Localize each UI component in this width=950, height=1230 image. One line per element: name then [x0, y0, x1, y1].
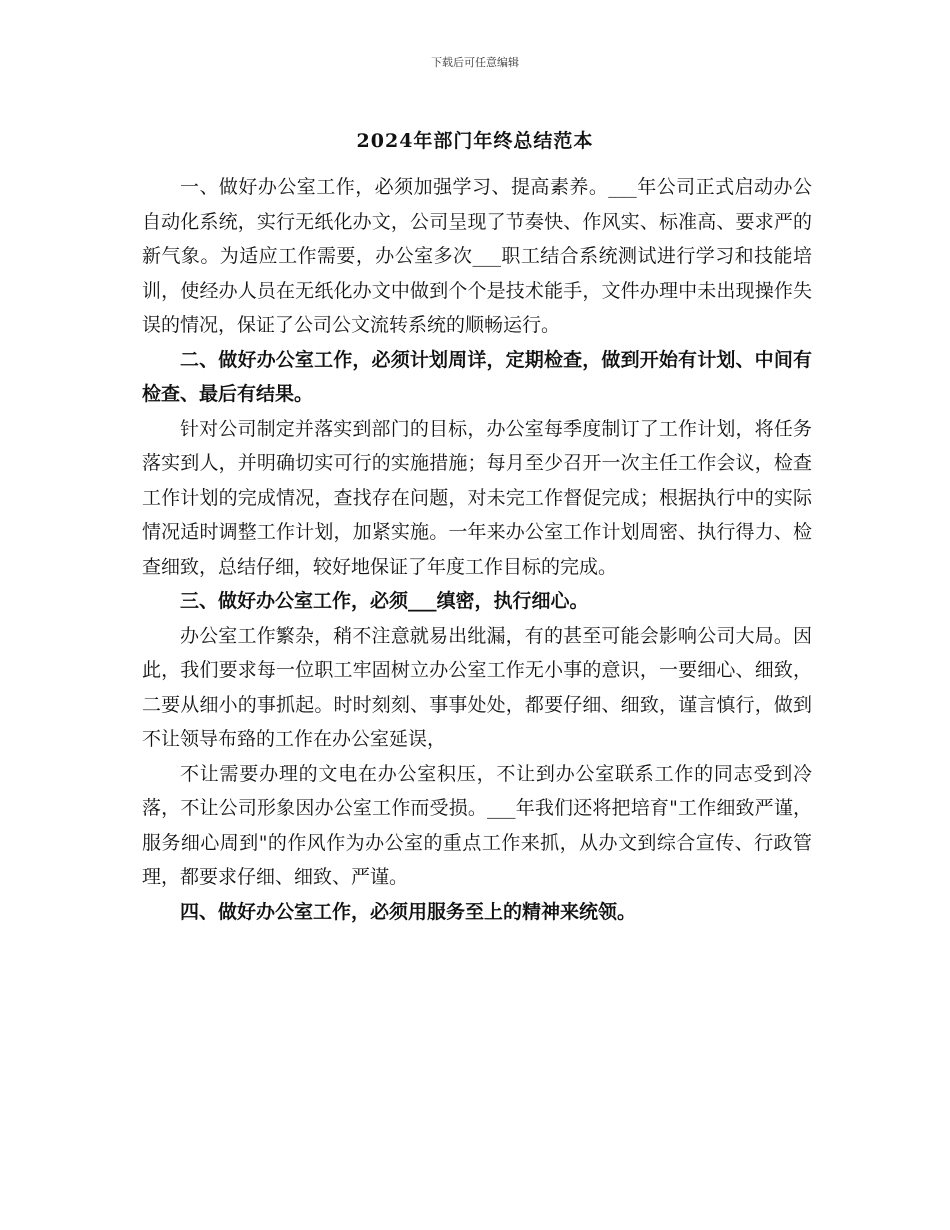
paragraph-2: 针对公司制定并落实到部门的目标，办公室每季度制订了工作计划，将任务落实到人，并明确切实可行的实施措施；每月至少召开一次主任工作会议，检查工作计划的完成情况，查找存在问题，对未完工作督促完成；根据执行中的实际情况适时调整工作计划，加紧实施。一年来办公室工作计划周密、执行得力、检查细致，总结仔细，较好地保证了年度工作目标的完成。 [142, 417, 812, 578]
section-heading-4: 四、做好办公室工作，必须用服务至上的精神来统领。 [180, 900, 637, 923]
section-heading-3: 三、做好办公室工作，必须___缜密，执行细心。 [180, 590, 589, 612]
paragraph-1: 一、做好办公室工作，必须加强学习、提高素养。___年公司正式启动办公自动化系统，实行无纸化办文，公司呈现了节奏快、作风实、标准高、要求严的新气象。为适应工作需要，办公室多次___职工结合系统测试进行学习和技能培训，使经办人员在无纸化办文中做到个个是技术能手，文件办理中未出现操作失误的情况，保证了公司公文流转系统的顺畅运行。 [142, 176, 812, 336]
document-body [142, 170, 812, 929]
header-note: 下载后可任意编辑 [431, 56, 519, 69]
paragraph-3: 办公室工作繁杂，稍不注意就易出纰漏，有的甚至可能会影响公司大局。因此，我们要求每一位职工牢固树立办公室工作无小事的意识，一要细心、细致，二要从细小的事抓起。时时刻刻、事事处处，都要仔细、细致，谨言慎行，做到不让领导布臵的工作在办公室延误， [142, 624, 812, 750]
section-heading-2: 二、做好办公室工作，必须计划周详，定期检查，做到开始有计划、中间有检查、最后有结果。 [142, 348, 812, 405]
document-title: 2024年部门年终总结范本 [356, 130, 594, 152]
paragraph-4: 不让需要办理的文电在办公室积压，不让到办公室联系工作的同志受到冷落，不让公司形象因办公室工作而受损。___年我们还将把培育"工作细致严谨，服务细心周到"的作风作为办公室的重点工作来抓，从办文到综合宣传、行政管理，都要求仔细、细致、严谨。 [142, 762, 812, 888]
